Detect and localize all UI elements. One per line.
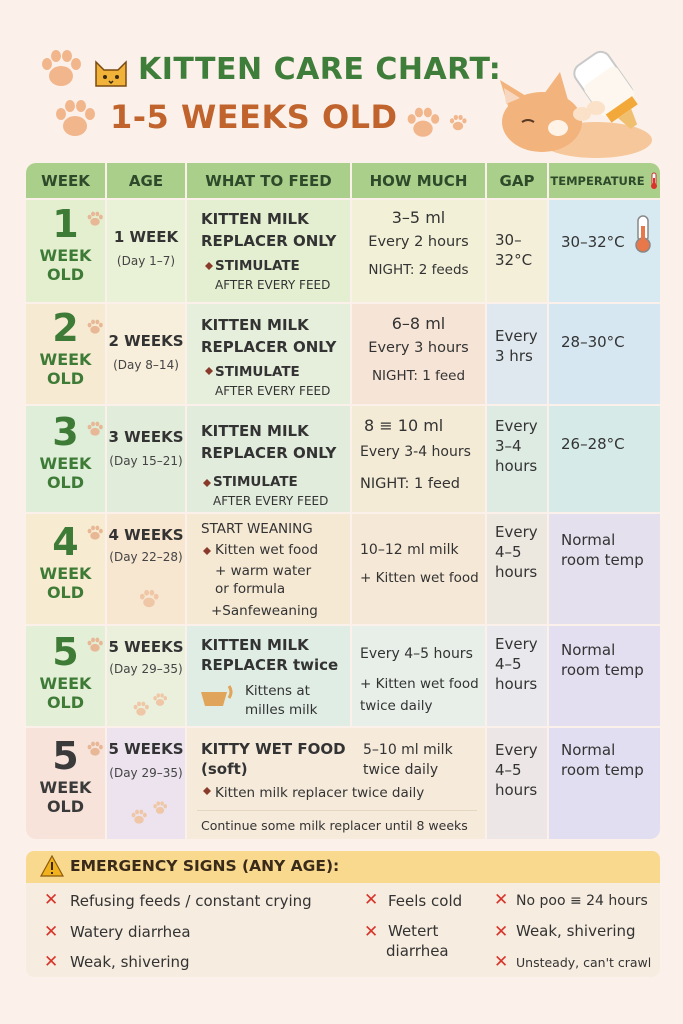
much-line-3: NIGHT: 1 feed — [360, 476, 461, 492]
feed-bullet: STIMULATE — [213, 474, 298, 490]
how-much-cell — [352, 626, 487, 726]
divider — [197, 810, 477, 811]
emergency-header — [26, 851, 660, 883]
feed-line-2: REPLACER ONLY — [201, 338, 337, 356]
col-header-gap: GAP — [487, 163, 549, 198]
feed-line-3: Kitten milk replacer twice daily — [215, 785, 425, 801]
gap-line-3: hours — [495, 781, 538, 799]
how-much-cell — [352, 406, 487, 512]
table-row — [26, 304, 660, 404]
bullet-icon — [204, 261, 214, 271]
week-number: 3 — [52, 410, 79, 454]
temp-line-1: Normal — [561, 531, 616, 549]
feed-line-1: START WEANING — [201, 521, 313, 537]
week-number: 5 — [52, 630, 79, 674]
table-row — [26, 728, 660, 839]
gap-line-3: hours — [495, 457, 538, 475]
bullet-icon — [202, 546, 212, 556]
gap-line-2: 3–4 — [495, 437, 522, 455]
week-number: 4 — [52, 520, 79, 564]
paw-icon — [86, 524, 104, 542]
paw-icon — [152, 800, 168, 816]
gap-cell — [487, 626, 549, 726]
gap-line-2: 4–5 — [495, 543, 522, 561]
emergency-section — [26, 851, 660, 977]
paw-icon — [132, 700, 150, 718]
col-header-feed: WHAT TO FEED — [187, 163, 352, 198]
gap-line-2: 32°C — [495, 251, 533, 269]
gap-line-1: 30– — [495, 231, 522, 249]
table-row — [26, 626, 660, 726]
age-days: (Day 8–14) — [113, 358, 179, 372]
age-text: 5 WEEKS — [108, 638, 184, 656]
feed-line-4: or formula — [215, 581, 286, 597]
sign-item: Refusing feeds / constant crying — [70, 892, 312, 910]
much-line-2: Every 2 hours — [368, 234, 469, 250]
feed-line-1: KITTEN MILK — [201, 636, 309, 654]
paw-icon — [152, 692, 168, 708]
temp-cell — [549, 728, 660, 839]
temp-cell — [549, 406, 660, 512]
feed-bullet: STIMULATE — [215, 364, 300, 380]
table-row — [26, 514, 660, 624]
header — [0, 0, 683, 160]
feed-line-1: KITTEN MILK — [201, 422, 309, 440]
feed-note: AFTER EVERY FEED — [215, 384, 331, 398]
feed-line-5: +Sanfeweaning — [211, 603, 318, 619]
week-old: OLD — [46, 369, 85, 388]
gap-line-2: 3 hrs — [495, 347, 533, 365]
feed-bullet: STIMULATE — [215, 258, 300, 274]
how-much-cell — [352, 304, 487, 404]
temp-cell — [549, 514, 660, 624]
col-header-week: WEEK — [26, 163, 107, 198]
feed-cell — [187, 304, 352, 404]
gap-line-1: Every — [495, 327, 538, 345]
much-line-3: NIGHT: 1 feed — [371, 368, 466, 384]
bullet-icon — [202, 478, 212, 488]
gap-cell — [487, 200, 549, 302]
age-cell — [107, 406, 187, 512]
gap-line-3: hours — [495, 563, 538, 581]
much-line-1: 6–8 ml — [391, 314, 446, 333]
sign-item: Watery diarrhea — [70, 923, 191, 941]
week-label: WEEK — [39, 778, 92, 797]
col-header-how-much: HOW MUCH — [352, 163, 487, 198]
paw-icon — [130, 808, 148, 826]
week-old: OLD — [46, 265, 85, 284]
x-icon: ✕ — [44, 952, 59, 972]
cat-face-icon — [92, 56, 130, 88]
feed-line-1: KITTEN MILK — [201, 316, 309, 334]
much-line-3: twice daily — [360, 698, 433, 714]
x-icon: ✕ — [44, 890, 59, 910]
temp-line-2: room temp — [561, 661, 644, 679]
food-bowl-icon — [199, 684, 235, 708]
thermometer-icon — [649, 172, 659, 190]
paw-icon — [86, 210, 104, 228]
age-days: (Day 22–28) — [109, 550, 183, 564]
temp-text: 30–32°C — [561, 233, 625, 251]
temperature-header-label: TEMPERATURE — [550, 173, 645, 188]
sign-item: Unsteady, can't crawl — [516, 955, 652, 970]
temp-cell — [549, 304, 660, 404]
how-much-cell — [352, 200, 487, 302]
x-icon: ✕ — [364, 890, 379, 910]
feed-line-3: Kittens at — [245, 683, 310, 699]
feed-note: AFTER EVERY FEED — [213, 494, 329, 508]
week-number: 5 — [52, 734, 79, 778]
emergency-title: EMERGENCY SIGNS (ANY AGE): — [70, 857, 340, 875]
age-text: 2 WEEKS — [108, 332, 184, 350]
week-old: OLD — [46, 583, 85, 602]
much-line-3: NIGHT: 2 feeds — [368, 262, 469, 278]
paw-icon — [86, 420, 104, 438]
week-label: WEEK — [39, 350, 92, 369]
age-text: 1 WEEK — [113, 228, 179, 246]
x-icon: ✕ — [494, 922, 509, 942]
col-header-temperature — [549, 163, 660, 198]
care-table — [26, 163, 660, 839]
x-icon: ✕ — [364, 922, 379, 942]
much-line-1: 3–5 ml — [391, 208, 446, 227]
gap-line-1: Every — [495, 417, 538, 435]
much-line-1: 8 ≡ 10 ml — [364, 416, 444, 435]
gap-cell — [487, 728, 549, 839]
sign-item: No poo ≡ 24 hours — [516, 893, 648, 909]
age-cell — [107, 200, 187, 302]
temp-text: 28–30°C — [561, 333, 625, 351]
title-line-2: 1-5 WEEKS OLD — [110, 98, 398, 136]
week-old: OLD — [46, 473, 85, 492]
gap-cell — [487, 304, 549, 404]
week-label: WEEK — [39, 246, 92, 265]
feed-line-1: KITTY WET FOOD — [201, 740, 346, 758]
age-days: (Day 29–35) — [109, 662, 183, 676]
much-line-1: 10–12 ml milk — [360, 542, 459, 558]
sign-item: Weak, shivering — [516, 922, 636, 940]
sign-item: Feels cold — [388, 892, 463, 910]
paw-icon — [86, 740, 104, 758]
temp-line-1: Normal — [561, 741, 616, 759]
much-line-2: Every 3-4 hours — [360, 444, 471, 460]
feed-cell — [187, 406, 352, 512]
week-old: OLD — [46, 797, 85, 816]
bullet-icon — [204, 366, 214, 376]
week-label: WEEK — [39, 454, 92, 473]
much-line-2: twice daily — [363, 762, 439, 778]
feed-cell — [187, 728, 487, 839]
much-line-2: Every 3 hours — [368, 340, 469, 356]
bullet-icon — [202, 786, 212, 796]
temp-text: 26–28°C — [561, 435, 625, 453]
sign-item: diarrhea — [386, 942, 449, 960]
sign-item: Wetert — [388, 922, 439, 940]
much-line-1: Every 4–5 hours — [360, 646, 473, 662]
feed-cell — [187, 626, 352, 726]
age-text: 5 WEEKS — [108, 740, 184, 758]
feed-line-1: KITTEN MILK — [201, 210, 309, 228]
paw-icon — [86, 636, 104, 654]
feed-line-2: REPLACER ONLY — [201, 232, 337, 250]
gap-line-2: 4–5 — [495, 761, 522, 779]
feed-cell — [187, 200, 352, 302]
week-label: WEEK — [39, 674, 92, 693]
feed-note: AFTER EVERY FEED — [215, 278, 331, 292]
temp-line-1: Normal — [561, 641, 616, 659]
table-header — [26, 163, 660, 198]
x-icon: ✕ — [44, 922, 59, 942]
week-number: 2 — [52, 306, 79, 350]
x-icon: ✕ — [494, 890, 509, 910]
gap-line-2: 4–5 — [495, 655, 522, 673]
much-line-2: + Kitten wet food — [360, 676, 479, 692]
paw-icon — [448, 114, 468, 132]
gap-cell — [487, 406, 549, 512]
age-text: 4 WEEKS — [108, 526, 184, 544]
footnote: Continue some milk replacer until 8 weeks — [201, 818, 468, 833]
age-days: (Day 29–35) — [109, 766, 183, 780]
gap-line-1: Every — [495, 741, 538, 759]
paw-icon — [86, 318, 104, 336]
age-days: (Day 15–21) — [109, 454, 183, 468]
week-old: OLD — [46, 693, 85, 712]
feed-line-2: Kitten wet food — [215, 542, 319, 558]
gap-line-1: Every — [495, 523, 538, 541]
paw-icon — [52, 98, 98, 140]
temp-line-2: room temp — [561, 761, 644, 779]
paw-icon — [38, 48, 84, 90]
table-row — [26, 200, 660, 302]
age-text: 3 WEEKS — [108, 428, 184, 446]
gap-cell — [487, 514, 549, 624]
much-line-1: 5–10 ml milk — [363, 742, 453, 758]
feed-line-2: REPLACER ONLY — [201, 444, 337, 462]
age-days: (Day 1–7) — [116, 254, 176, 268]
paw-icon — [138, 588, 160, 610]
feed-cell — [187, 514, 352, 624]
age-cell — [107, 304, 187, 404]
temp-cell — [549, 626, 660, 726]
sign-item: Weak, shivering — [70, 953, 190, 971]
temp-line-2: room temp — [561, 551, 644, 569]
much-line-2: + Kitten wet food — [360, 570, 479, 586]
thermometer-icon — [632, 214, 654, 254]
kitten-bottle-illustration — [486, 44, 656, 160]
feed-line-2: REPLACER twice — [201, 656, 339, 674]
feed-line-2: (soft) — [201, 760, 248, 778]
gap-line-3: hours — [495, 675, 538, 693]
col-header-age: AGE — [107, 163, 187, 198]
title-line-1: KITTEN CARE CHART: — [138, 52, 502, 87]
warning-icon — [40, 855, 64, 877]
week-label: WEEK — [39, 564, 92, 583]
feed-line-3: + warm water — [215, 563, 312, 579]
paw-icon — [404, 106, 442, 140]
gap-line-1: Every — [495, 635, 538, 653]
table-row — [26, 406, 660, 512]
feed-line-4: milles milk — [245, 702, 318, 718]
week-number: 1 — [52, 202, 79, 246]
how-much-cell — [352, 514, 487, 624]
x-icon: ✕ — [494, 952, 509, 972]
